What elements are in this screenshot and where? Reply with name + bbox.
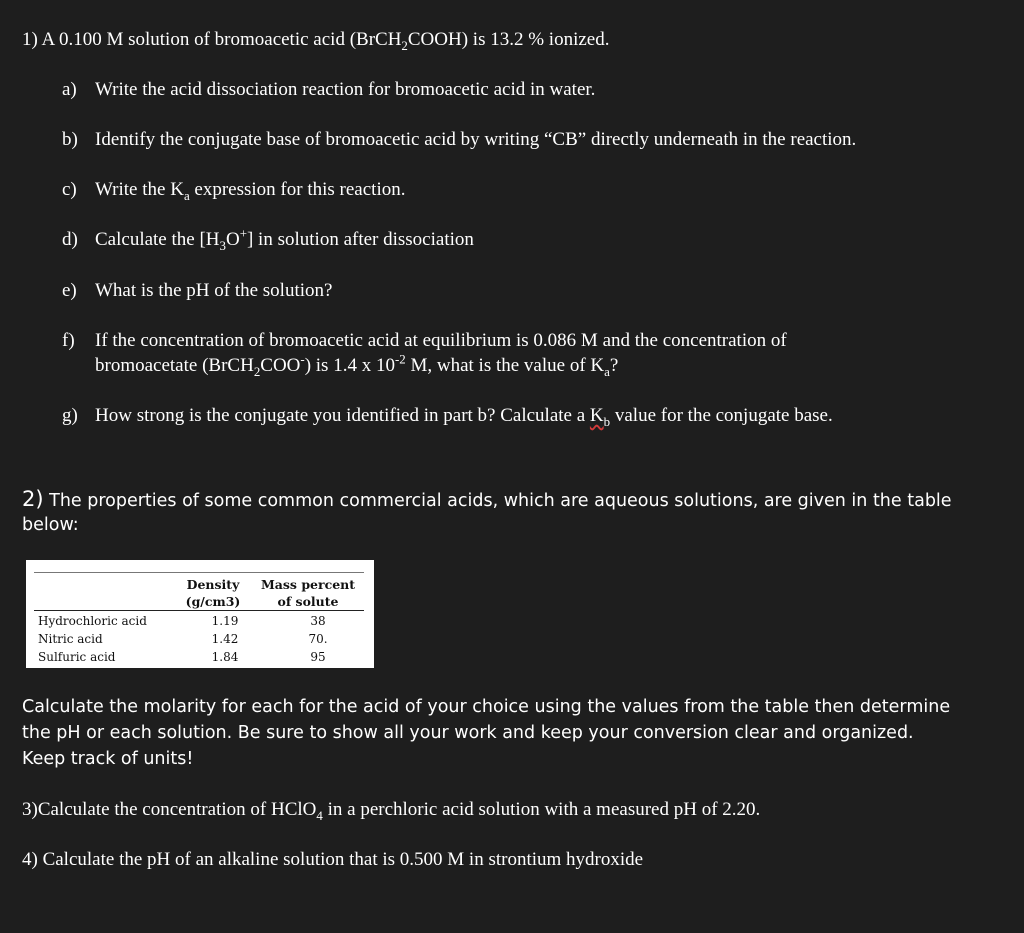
q1f-line2-d: M, what is the value of K (405, 355, 605, 376)
q2-instructions-line-2: the pH or each solution. Be sure to show all your work and keep your conversion clear and organized. (22, 723, 914, 743)
question-1c (62, 178, 405, 202)
row-acid-name: Hydrochloric acid (38, 614, 147, 628)
question-2-line-2: below: (22, 515, 79, 535)
q1-intro-subscript: 2 (401, 37, 408, 53)
table-row (38, 612, 368, 630)
row-density: 1.19 (211, 614, 239, 628)
q1d-label: d) (62, 229, 78, 250)
q1f-line-1: If the concentration of bromoacetic acid at equilibrium is 0.086 M and the concentration of (95, 330, 787, 351)
q1-intro-text-b: COOH) is 13.2 % ionized. (407, 29, 610, 50)
header-mass-line-2: of solute (277, 594, 339, 609)
q1f-line2-e: ? (609, 355, 619, 376)
q3-text-b: in a perchloric acid solution with a measured pH of 2.20. (322, 799, 761, 820)
q1f-line2-c: ) is 1.4 x 10 (304, 355, 395, 376)
question-1e (62, 279, 332, 303)
q1f-line2-ka-subscript: a (604, 363, 610, 379)
question-1b (62, 128, 856, 152)
table-header-density (180, 576, 246, 610)
header-density-line-2: (g/cm3) (185, 594, 241, 609)
row-mass-percent: 38 (310, 614, 326, 628)
q1f-line2-superscript: - (300, 351, 305, 367)
question-1f (62, 329, 787, 353)
row-density: 1.84 (211, 650, 239, 664)
q1f-line2-exponent: -2 (394, 351, 406, 367)
question-1f-line-2 (95, 351, 619, 379)
q1c-text-a: Write the K (95, 179, 184, 200)
row-acid-name: Sulfuric acid (38, 650, 116, 664)
question-1a (62, 78, 595, 102)
q1a-label: a) (62, 79, 77, 100)
q1d-superscript: + (239, 225, 247, 241)
row-mass-percent: 95 (310, 650, 326, 664)
table-top-rule (34, 572, 364, 573)
table-header-rule (34, 610, 364, 611)
question-2-line-1 (22, 486, 952, 514)
acid-properties-table (26, 560, 374, 668)
q2-instructions-line-1: Calculate the molarity for each for the acid of your choice using the values from the table then determine (22, 697, 951, 717)
q3-text-a: 3)Calculate the concentration of HClO (22, 799, 317, 820)
row-acid-name: Nitric acid (38, 632, 103, 646)
q1d-text-a: Calculate the [H (95, 229, 220, 250)
q1f-line2-b: COO (260, 355, 301, 376)
q2-instructions-line-3: Keep track of units! (22, 749, 194, 769)
table-row (38, 648, 368, 666)
q1c-text-b: expression for this reaction. (189, 179, 406, 200)
q1b-label: b) (62, 129, 78, 150)
q1f-label: f) (62, 330, 75, 351)
table-header-mass-percent (258, 576, 358, 610)
q1e-label: e) (62, 280, 77, 301)
q2-number: 2) (22, 487, 44, 511)
q1c-subscript: a (183, 187, 190, 203)
header-density-line-1: Density (186, 577, 240, 592)
question-4: 4) Calculate the pH of an alkaline solution that is 0.500 M in strontium hydroxide (22, 849, 644, 870)
q1d-text-mid: O (225, 229, 240, 250)
q1f-line2-a: bromoacetate (BrCH (95, 355, 254, 376)
question-1d (62, 225, 474, 253)
table-row (38, 630, 368, 648)
q1d-subscript: 3 (219, 237, 226, 253)
row-density: 1.42 (211, 632, 239, 646)
q1g-text-b: value for the conjugate base. (610, 405, 833, 426)
q1g-kb-spellcheck[interactable] (589, 405, 611, 429)
q1d-text-b: ] in solution after dissociation (246, 229, 474, 250)
q3-subscript: 4 (316, 807, 323, 823)
question-1-intro (22, 28, 609, 52)
q1f-line2-subscript: 2 (253, 363, 261, 379)
header-mass-line-1: Mass percent (260, 577, 356, 592)
q1g-kb-subscript: b (603, 413, 611, 429)
q1g-label: g) (62, 405, 78, 426)
row-mass-percent: 70. (308, 632, 328, 646)
q1g-text-a: How strong is the conjugate you identified in part b? Calculate a (95, 405, 590, 426)
q1a-text: Write the acid dissociation reaction for bromoacetic acid in water. (95, 79, 596, 100)
q1e-text: What is the pH of the solution? (95, 280, 333, 301)
q1b-text: Identify the conjugate base of bromoacetic acid by writing “CB” directly underneath in the reaction. (95, 129, 857, 150)
q1-intro-text-a: 1) A 0.100 M solution of bromoacetic acid (BrCH (22, 29, 402, 50)
q1c-label: c) (62, 179, 77, 200)
q1g-kb-letter: K (589, 405, 604, 426)
question-3 (22, 798, 760, 822)
q2-line-1-text: The properties of some common commercial acids, which are aqueous solutions, are given in the table (43, 491, 952, 511)
question-1g (62, 404, 833, 428)
